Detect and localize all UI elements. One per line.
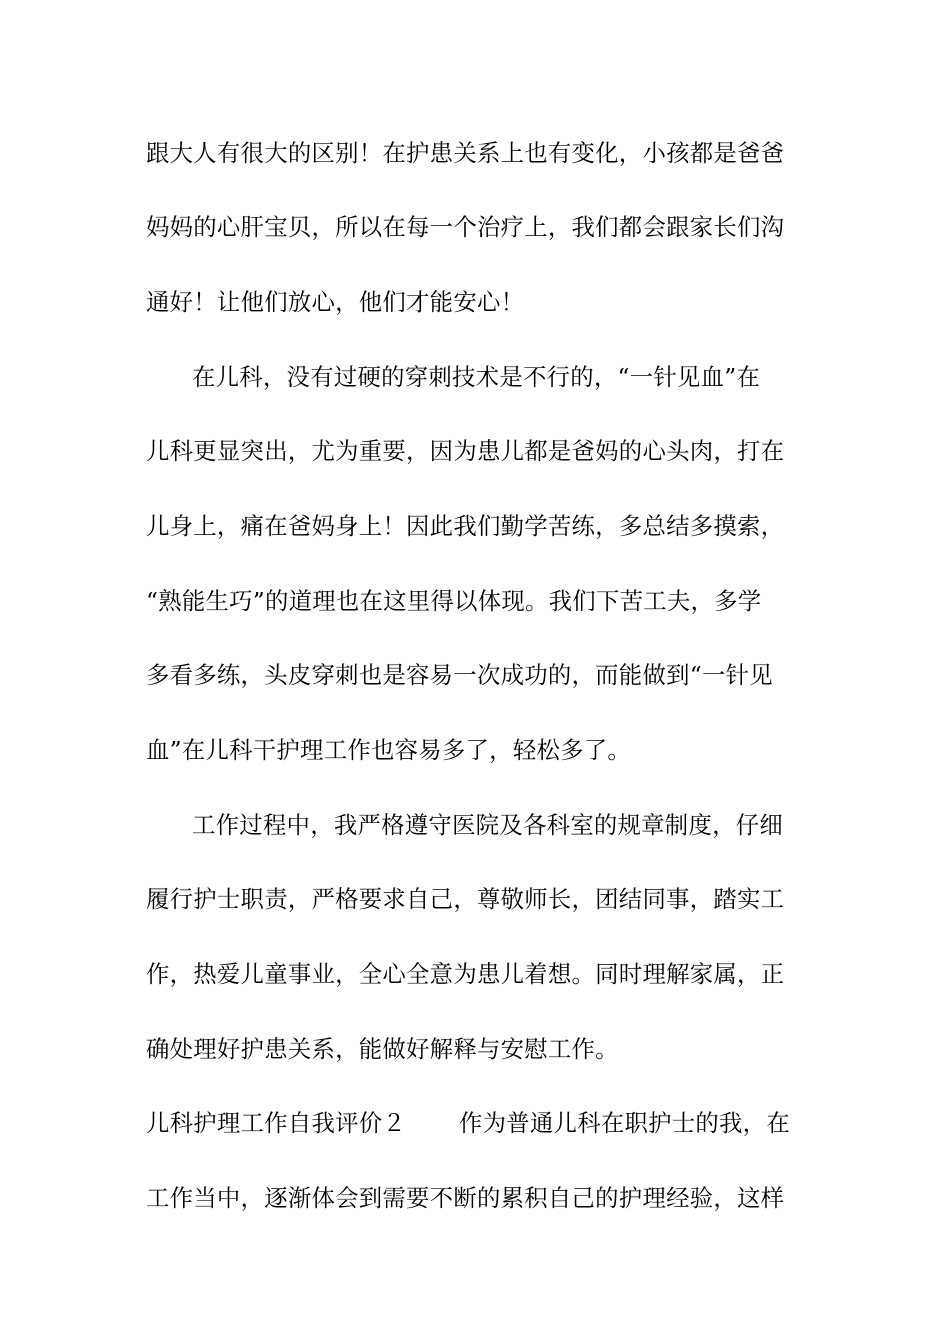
text-line: 妈妈的心肝宝贝，所以在每一个治疗上，我们都会跟家长们沟 <box>146 213 785 241</box>
text-line: 血”在儿科干护理工作也容易多了，轻松多了。 <box>146 736 632 764</box>
paragraph-first-line: 工作过程中，我严格遵守医院及各科室的规章制度，仔细 <box>192 811 784 839</box>
text-line: 多看多练，头皮穿刺也是容易一次成功的，而能做到“一针见 <box>146 661 773 689</box>
text-line: 工作当中，逐渐体会到需要不断的累积自己的护理经验，这样 <box>146 1184 785 1212</box>
paragraph-first-line: 在儿科，没有过硬的穿刺技术是不行的，“一针见血”在 <box>192 363 761 391</box>
section-heading: 儿科护理工作自我评价２ <box>146 1109 407 1137</box>
text-line: 通好！让他们放心，他们才能安心！ <box>146 288 525 316</box>
text-line: “熟能生巧”的道理也在这里得以体现。我们下苦工夫，多学 <box>146 587 762 615</box>
text-line: 确处理好护患关系，能做好解释与安慰工作。 <box>146 1035 619 1063</box>
text-line: 跟大人有很大的区别！在护患关系上也有变化，小孩都是爸爸 <box>146 139 785 167</box>
text-line: 履行护士职责，严格要求自己，尊敬师长，团结同事，踏实工 <box>146 885 785 913</box>
text-line: 儿科更显突出，尤为重要，因为患儿都是爸妈的心头肉，打在 <box>146 437 785 465</box>
text-line: 作，热爱儿童事业，全心全意为患儿着想。同时理解家属，正 <box>146 960 785 988</box>
text-line: 儿身上，痛在爸妈身上！因此我们勤学苦练，多总结多摸索， <box>146 512 785 540</box>
section-first-line-text: 作为普通儿科在职护士的我，在 <box>459 1109 790 1137</box>
section-line <box>146 1103 806 1143</box>
